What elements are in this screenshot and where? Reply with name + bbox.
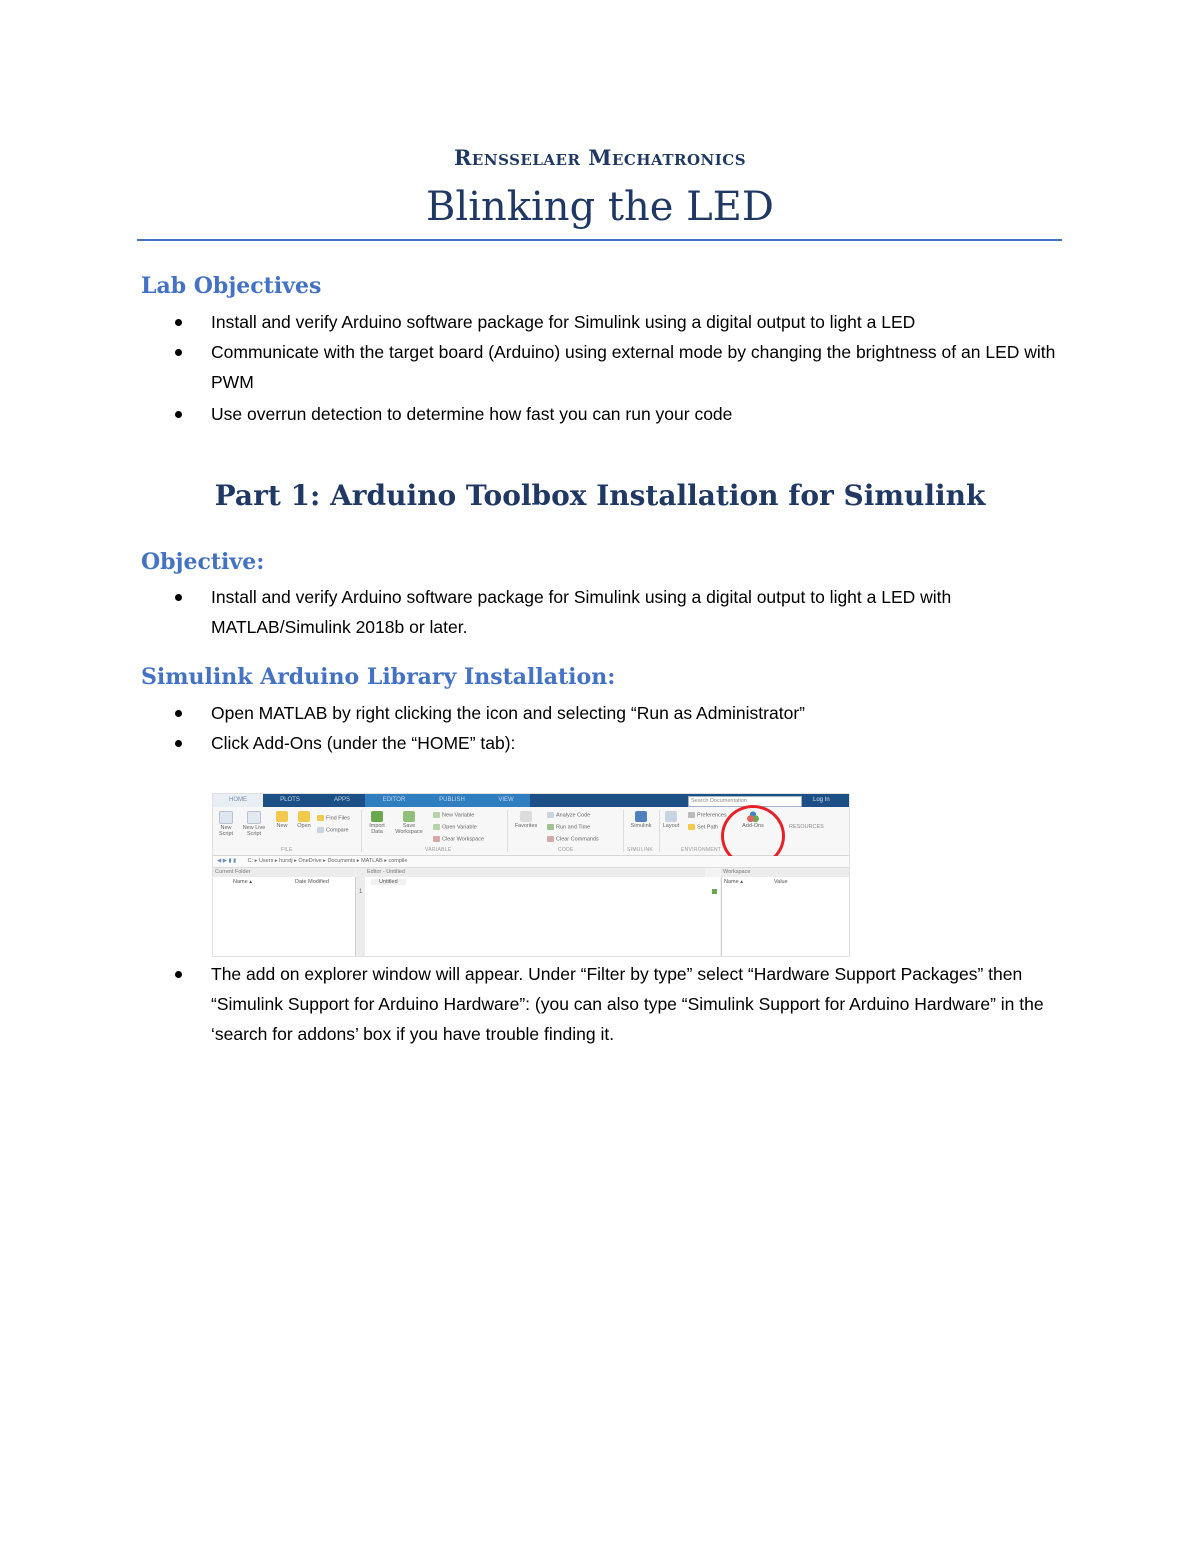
variable-icon — [433, 812, 440, 818]
tab-view[interactable]: VIEW — [498, 797, 514, 803]
open-variable-button[interactable]: Open Variable — [433, 824, 477, 830]
current-folder-pane[interactable] — [213, 877, 356, 956]
path-bar[interactable]: ◀ ▶ ▮ ▮ C: ▸ Users ▸ hurstj ▸ OneDrive ▸ Documents ▸ MATLAB ▸ compile — [213, 856, 849, 868]
lab-objectives-list — [174, 307, 1074, 429]
tab-home[interactable]: HOME — [213, 794, 263, 807]
layout-button[interactable]: Layout — [661, 811, 681, 829]
line-number: 1 — [359, 889, 363, 895]
favorites-button[interactable]: Favorites — [511, 811, 541, 829]
open-variable-icon — [433, 824, 440, 830]
find-files-button[interactable]: Find Files — [317, 815, 350, 821]
library-install-heading: Simulink Arduino Library Installation: — [141, 664, 616, 690]
save-workspace-button[interactable]: Save Workspace — [393, 811, 425, 835]
new-variable-button[interactable]: New Variable — [433, 812, 474, 818]
status-indicator — [712, 889, 717, 894]
org-name: Rensselaer Mechatronics — [453, 145, 747, 170]
current-folder-header: Current Folder — [213, 868, 355, 878]
set-path-button[interactable]: Set Path — [688, 824, 718, 830]
new-button[interactable]: New — [273, 811, 291, 829]
workspace-pane[interactable] — [721, 877, 850, 956]
editor-pane[interactable] — [359, 877, 720, 956]
open-button[interactable]: Open — [295, 811, 313, 829]
compare-button[interactable]: Compare — [317, 827, 349, 833]
lab-objectives-heading: Lab Objectives — [141, 273, 322, 299]
group-label: CODE — [558, 847, 574, 853]
new-script-button[interactable]: New Script — [215, 811, 237, 837]
list-item: Install and verify Arduino software package for Simulink using a digital output to light a LED with MATLAB/Simulink 2018b or later. — [174, 582, 1074, 642]
compare-icon — [317, 827, 324, 833]
resources-menu[interactable]: RESOURCES — [789, 824, 824, 830]
objective-heading: Objective: — [141, 549, 265, 575]
group-label: SIMULINK — [627, 847, 654, 853]
after-screenshot-list — [174, 959, 1074, 1049]
title-underline — [137, 239, 1062, 241]
nav-arrows-icon: ◀ ▶ ▮ ▮ — [217, 858, 237, 864]
list-item: Click Add-Ons (under the “HOME” tab): — [174, 728, 1074, 758]
workspace-header: Workspace — [721, 868, 849, 878]
col-name: Name ▴ — [233, 879, 252, 885]
group-label: ENVIRONMENT — [681, 847, 722, 853]
run-time-icon — [547, 824, 554, 830]
clear-icon — [433, 836, 440, 842]
list-item: The add on explorer window will appear. Under “Filter by type” select “Hardware Support Packages” then “Simulink Support for Arduino Hardware”: (you can also type “Simulink Support for Arduino Hardware” in the ‘search for addons’ box if you have trouble finding it. — [174, 959, 1074, 1049]
simulink-button[interactable]: Simulink — [626, 811, 656, 829]
objective-list — [174, 582, 1074, 642]
login-menu[interactable]: Log In — [813, 797, 830, 803]
layout-icon — [665, 811, 677, 822]
tab-plots[interactable]: PLOTS — [280, 797, 300, 803]
list-item: Use overrun detection to determine how fast you can run your code — [174, 399, 1074, 429]
analyze-code-button[interactable]: Analyze Code — [547, 812, 590, 818]
clear-commands-icon — [547, 836, 554, 842]
run-and-time-button[interactable]: Run and Time — [547, 824, 590, 830]
group-label: VARIABLE — [425, 847, 452, 853]
save-icon — [403, 811, 415, 822]
analyze-icon — [547, 812, 554, 818]
preferences-button[interactable]: Preferences — [688, 812, 727, 818]
gear-icon — [688, 812, 695, 818]
new-icon — [276, 811, 288, 822]
col-date: Date Modified — [295, 879, 329, 885]
matlab-ribbon — [213, 807, 849, 856]
part1-title: Part 1: Arduino Toolbox Installation for Simulink — [214, 479, 986, 512]
ws-col-name: Name ▴ — [724, 879, 743, 885]
ws-col-value: Value — [774, 879, 788, 885]
clear-commands-button[interactable]: Clear Commands — [547, 836, 599, 842]
new-script-icon — [219, 811, 233, 824]
import-icon — [371, 811, 383, 822]
live-script-icon — [247, 811, 261, 824]
tab-publish[interactable]: PUBLISH — [439, 797, 465, 803]
tab-editor[interactable]: EDITOR — [382, 797, 406, 803]
path-icon — [688, 824, 695, 830]
matlab-panes — [213, 868, 849, 956]
list-item: Install and verify Arduino software package for Simulink using a digital output to light a LED — [174, 307, 1074, 337]
list-item: Open MATLAB by right clicking the icon and selecting “Run as Administrator” — [174, 698, 1074, 728]
tab-apps[interactable]: APPS — [333, 797, 350, 803]
folder-icon — [298, 811, 310, 822]
search-input[interactable]: Search Documentation — [688, 796, 802, 807]
find-icon — [317, 815, 324, 821]
simulink-icon — [635, 811, 647, 822]
editor-header: Editor - Untitled — [365, 868, 705, 878]
group-label: FILE — [281, 847, 293, 853]
star-icon — [520, 811, 532, 822]
editor-tab[interactable]: Untitled — [371, 879, 406, 885]
page-title: Blinking the LED — [426, 184, 774, 230]
import-data-button[interactable]: Import Data — [365, 811, 389, 835]
new-live-script-button[interactable]: New Live Script — [240, 811, 268, 837]
list-item: Communicate with the target board (Arduino) using external mode by changing the brightness of an LED with PWM — [174, 337, 1074, 397]
install-steps-list — [174, 698, 1074, 758]
matlab-screenshot — [212, 793, 850, 957]
clear-workspace-button[interactable]: Clear Workspace — [433, 836, 484, 842]
add-ons-button[interactable]: Add-Ons — [739, 811, 767, 829]
